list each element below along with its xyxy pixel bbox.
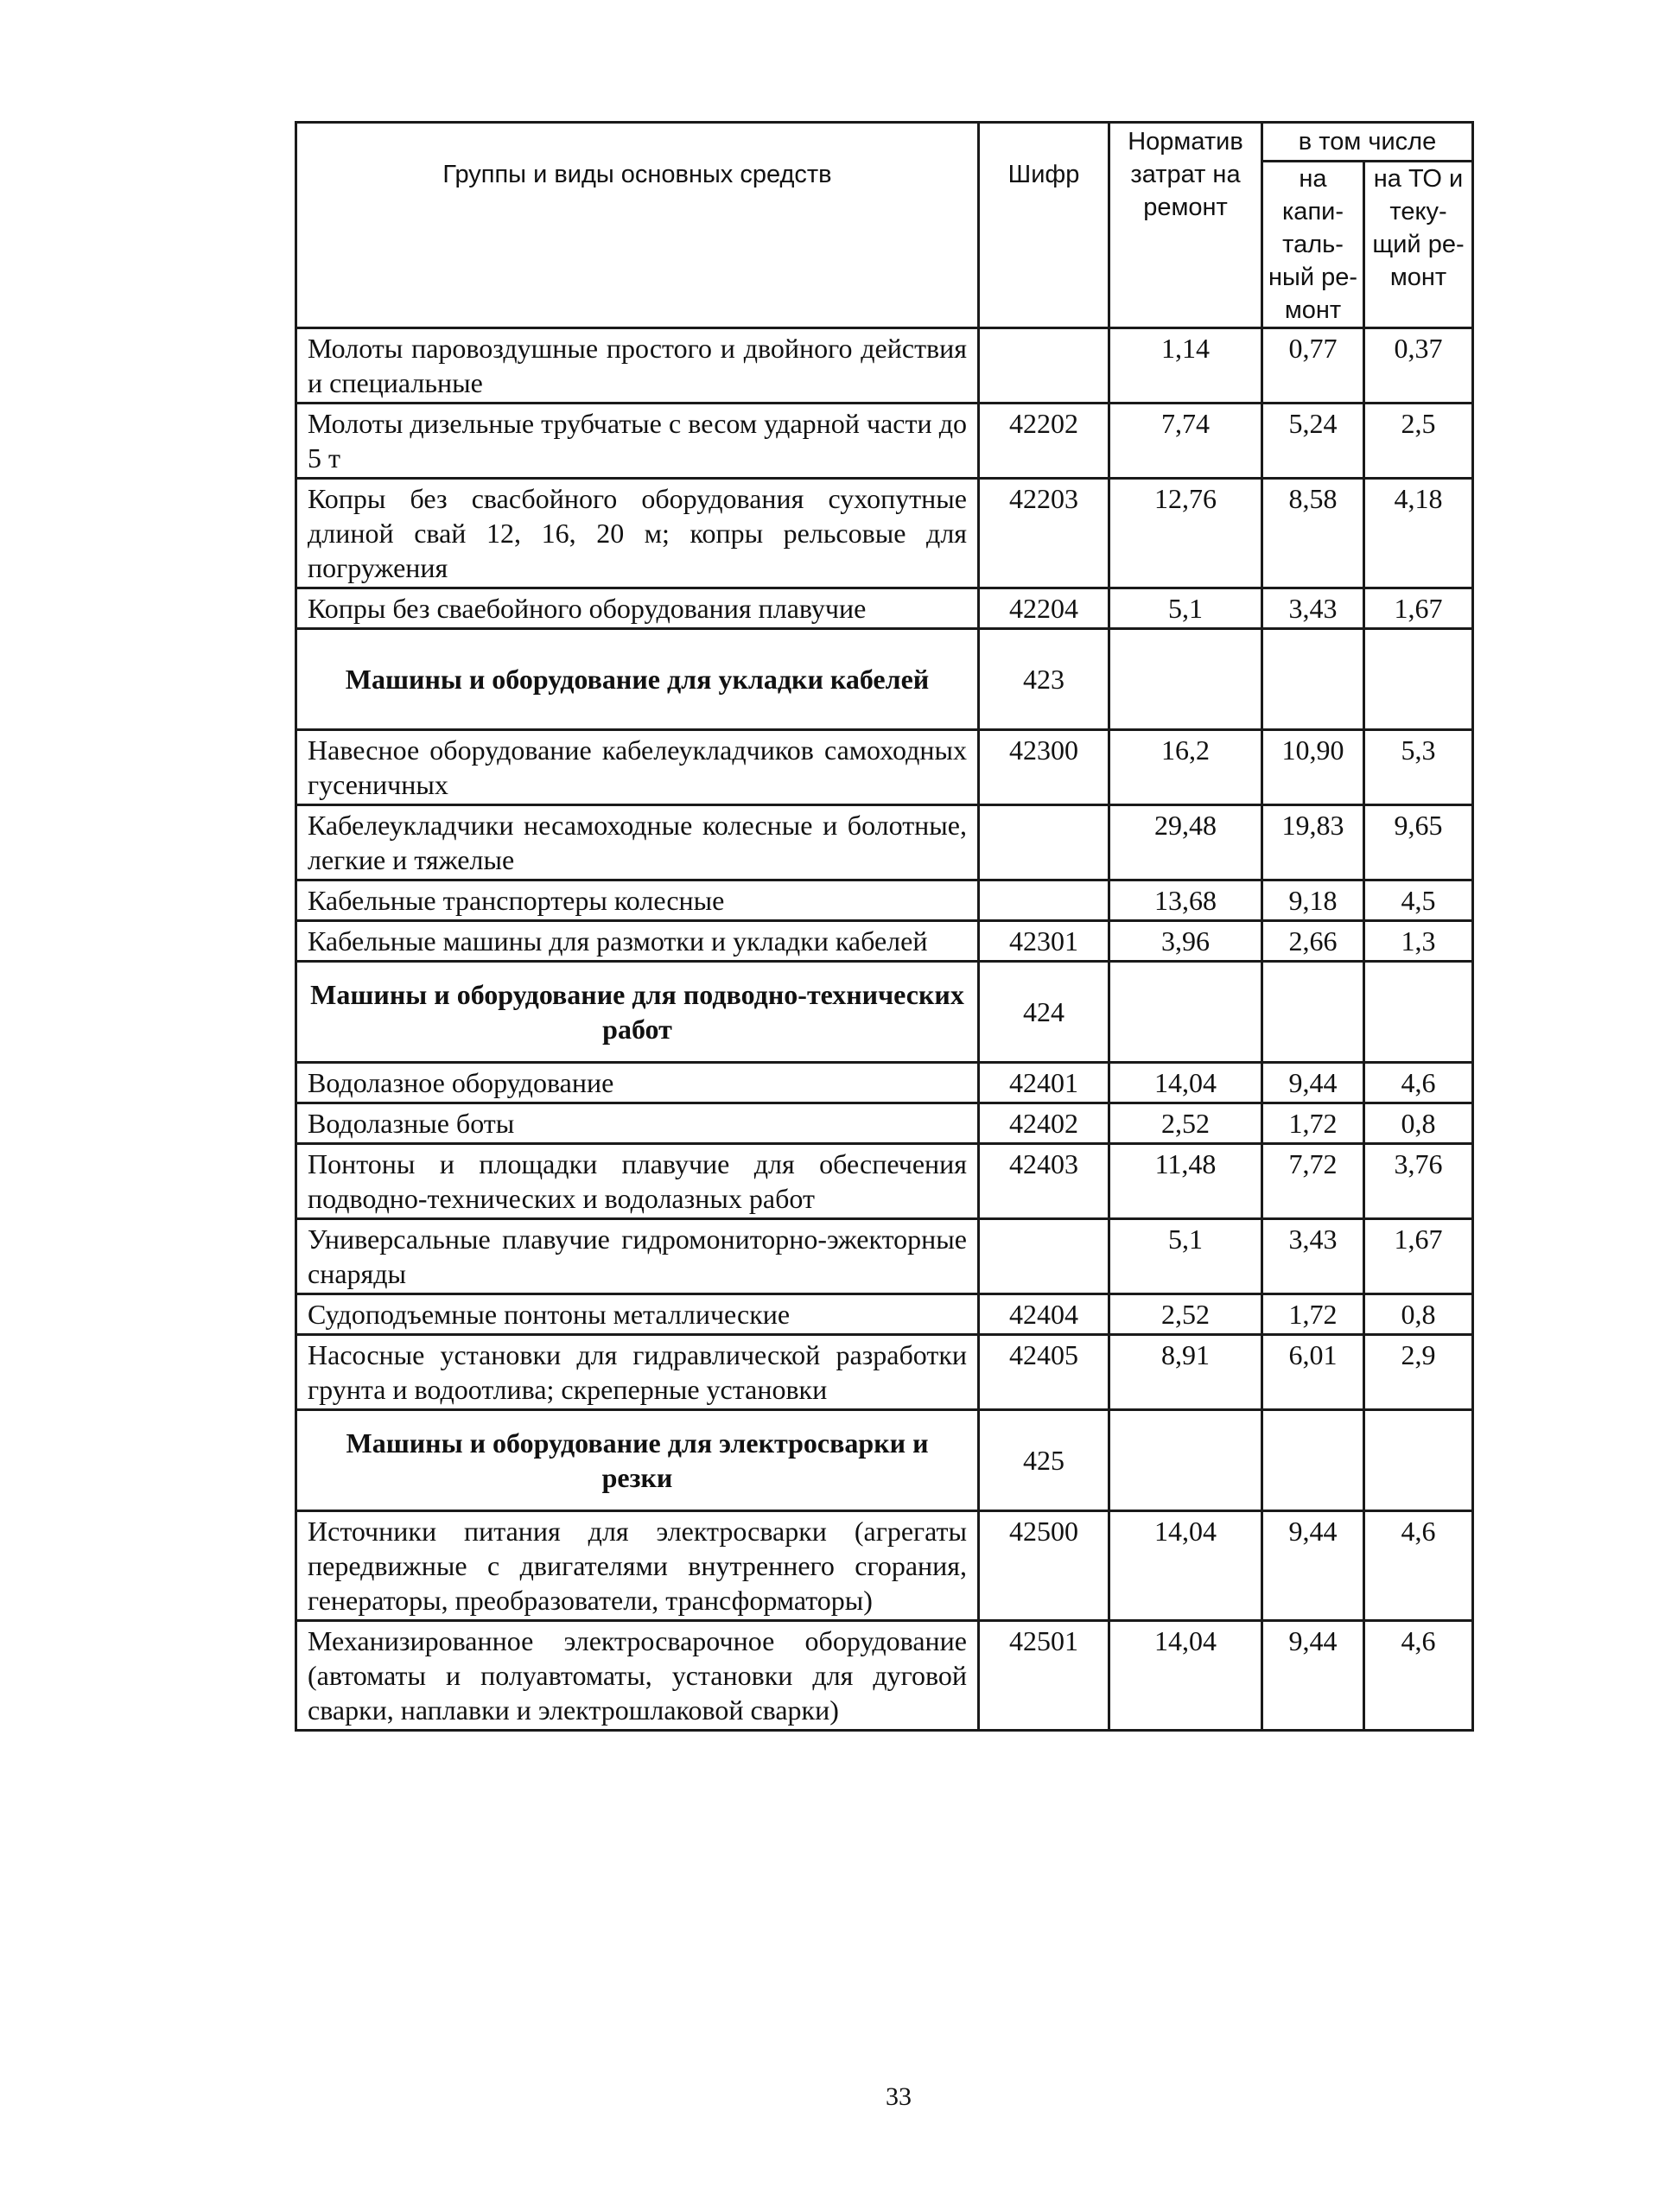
row-capital: 9,44 — [1262, 1063, 1364, 1103]
row-norm: 14,04 — [1109, 1063, 1262, 1103]
row-capital — [1262, 629, 1364, 730]
section-row — [296, 1410, 1473, 1511]
row-norm — [1109, 1410, 1262, 1511]
row-code — [979, 1219, 1109, 1294]
row-name: Кабелеукладчики несамоходные колесные и болотные, легкие и тяжелые — [296, 805, 979, 880]
row-name: Судоподъемные понтоны металлические — [296, 1294, 979, 1335]
row-norm: 16,2 — [1109, 730, 1262, 805]
table-row — [296, 1335, 1473, 1410]
row-code: 42500 — [979, 1511, 1109, 1621]
row-capital: 9,18 — [1262, 880, 1364, 921]
row-name: Молоты дизельные трубчатые с весом ударной части до 5 т — [296, 404, 979, 479]
table-row — [296, 1144, 1473, 1219]
table-row — [296, 921, 1473, 962]
row-name: Копры без сваебойного оборудования плавучие — [296, 588, 979, 629]
row-maintenance: 4,6 — [1364, 1063, 1473, 1103]
row-norm: 7,74 — [1109, 404, 1262, 479]
row-maintenance: 1,67 — [1364, 588, 1473, 629]
row-maintenance — [1364, 629, 1473, 730]
row-name: Водолазные боты — [296, 1103, 979, 1144]
row-maintenance: 2,5 — [1364, 404, 1473, 479]
header-norm: Норматив затрат на ремонт — [1109, 123, 1262, 328]
row-maintenance: 3,76 — [1364, 1144, 1473, 1219]
row-code: 425 — [979, 1410, 1109, 1511]
row-name: Источники питания для электросварки (агрегаты передвижные с двигателями внутреннего сгорания, генераторы, преобразователи, трансформаторы) — [296, 1511, 979, 1621]
table-body — [296, 328, 1473, 1731]
row-capital: 6,01 — [1262, 1335, 1364, 1410]
row-capital: 8,58 — [1262, 479, 1364, 588]
row-name: Насосные установки для гидравлической разработки грунта и водоотлива; скреперные установки — [296, 1335, 979, 1410]
header-including: в том числе — [1262, 123, 1473, 162]
row-code: 42203 — [979, 479, 1109, 588]
row-code — [979, 328, 1109, 404]
row-norm: 2,52 — [1109, 1103, 1262, 1144]
row-code: 42404 — [979, 1294, 1109, 1335]
row-norm: 8,91 — [1109, 1335, 1262, 1410]
row-norm: 12,76 — [1109, 479, 1262, 588]
row-capital — [1262, 1410, 1364, 1511]
row-name: Копры без свасбойного оборудования сухопутные длиной свай 12, 16, 20 м; копры рельсовые для погружения — [296, 479, 979, 588]
row-maintenance: 0,8 — [1364, 1294, 1473, 1335]
table-row — [296, 588, 1473, 629]
table-row — [296, 328, 1473, 404]
row-code: 42301 — [979, 921, 1109, 962]
row-maintenance: 4,5 — [1364, 880, 1473, 921]
row-code: 42204 — [979, 588, 1109, 629]
row-code: 42501 — [979, 1621, 1109, 1731]
row-maintenance: 4,6 — [1364, 1511, 1473, 1621]
row-maintenance: 0,8 — [1364, 1103, 1473, 1144]
row-capital: 9,44 — [1262, 1621, 1364, 1731]
row-code: 42403 — [979, 1144, 1109, 1219]
row-name: Кабельные машины для размотки и укладки кабелей — [296, 921, 979, 962]
row-norm: 5,1 — [1109, 588, 1262, 629]
row-capital: 1,72 — [1262, 1294, 1364, 1335]
table-row — [296, 1621, 1473, 1731]
row-capital: 2,66 — [1262, 921, 1364, 962]
row-name: Машины и оборудование для электросварки и резки — [296, 1410, 979, 1511]
row-norm: 3,96 — [1109, 921, 1262, 962]
header-capital: на капи- таль- ный ре- монт — [1262, 162, 1364, 328]
section-row — [296, 629, 1473, 730]
row-norm: 1,14 — [1109, 328, 1262, 404]
row-capital: 19,83 — [1262, 805, 1364, 880]
row-code: 42402 — [979, 1103, 1109, 1144]
row-norm: 14,04 — [1109, 1511, 1262, 1621]
row-norm: 13,68 — [1109, 880, 1262, 921]
row-maintenance: 5,3 — [1364, 730, 1473, 805]
row-name: Понтоны и площадки плавучие для обеспечения подводно-технических и водолазных работ — [296, 1144, 979, 1219]
row-code: 42300 — [979, 730, 1109, 805]
table-row — [296, 404, 1473, 479]
row-maintenance — [1364, 962, 1473, 1063]
table-row — [296, 479, 1473, 588]
row-capital: 10,90 — [1262, 730, 1364, 805]
table-row — [296, 1063, 1473, 1103]
row-capital: 3,43 — [1262, 588, 1364, 629]
row-norm — [1109, 629, 1262, 730]
row-capital: 3,43 — [1262, 1219, 1364, 1294]
row-name: Механизированное электросварочное оборудование (автоматы и полуавтоматы, установки для дуговой сварки, наплавки и электрошлаковой сварки) — [296, 1621, 979, 1731]
row-name: Машины и оборудование для укладки кабелей — [296, 629, 979, 730]
row-norm — [1109, 962, 1262, 1063]
row-maintenance: 1,67 — [1364, 1219, 1473, 1294]
row-norm: 5,1 — [1109, 1219, 1262, 1294]
row-norm: 2,52 — [1109, 1294, 1262, 1335]
row-norm: 11,48 — [1109, 1144, 1262, 1219]
row-code: 423 — [979, 629, 1109, 730]
row-capital: 9,44 — [1262, 1511, 1364, 1621]
row-name: Кабельные транспортеры колесные — [296, 880, 979, 921]
table-row — [296, 1103, 1473, 1144]
row-code: 42202 — [979, 404, 1109, 479]
row-maintenance: 1,3 — [1364, 921, 1473, 962]
row-code: 42405 — [979, 1335, 1109, 1410]
row-maintenance: 4,6 — [1364, 1621, 1473, 1731]
section-row — [296, 962, 1473, 1063]
row-name: Навесное оборудование кабелеукладчиков самоходных гусеничных — [296, 730, 979, 805]
row-code — [979, 880, 1109, 921]
row-capital: 0,77 — [1262, 328, 1364, 404]
table-row — [296, 1511, 1473, 1621]
row-capital — [1262, 962, 1364, 1063]
table-row — [296, 880, 1473, 921]
row-name: Молоты паровоздушные простого и двойного действия и специальные — [296, 328, 979, 404]
row-code: 424 — [979, 962, 1109, 1063]
row-maintenance — [1364, 1410, 1473, 1511]
table-row — [296, 1219, 1473, 1294]
row-code — [979, 805, 1109, 880]
table-row — [296, 805, 1473, 880]
row-maintenance: 9,65 — [1364, 805, 1473, 880]
row-capital: 7,72 — [1262, 1144, 1364, 1219]
header-code: Шифр — [979, 123, 1109, 328]
row-maintenance: 4,18 — [1364, 479, 1473, 588]
row-name: Машины и оборудование для подводно-технических работ — [296, 962, 979, 1063]
header-maintenance: на ТО и теку- щий ре- монт — [1364, 162, 1473, 328]
page-number: 33 — [886, 2082, 912, 2111]
row-name: Водолазное оборудование — [296, 1063, 979, 1103]
row-norm: 29,48 — [1109, 805, 1262, 880]
repair-norms-table — [295, 121, 1474, 1732]
row-name: Универсальные плавучие гидромониторно-эжекторные снаряды — [296, 1219, 979, 1294]
table-row — [296, 730, 1473, 805]
row-code: 42401 — [979, 1063, 1109, 1103]
table-row — [296, 1294, 1473, 1335]
row-maintenance: 0,37 — [1364, 328, 1473, 404]
row-capital: 1,72 — [1262, 1103, 1364, 1144]
header-group: Группы и виды основных средств — [296, 123, 979, 328]
row-norm: 14,04 — [1109, 1621, 1262, 1731]
row-capital: 5,24 — [1262, 404, 1364, 479]
row-maintenance: 2,9 — [1364, 1335, 1473, 1410]
